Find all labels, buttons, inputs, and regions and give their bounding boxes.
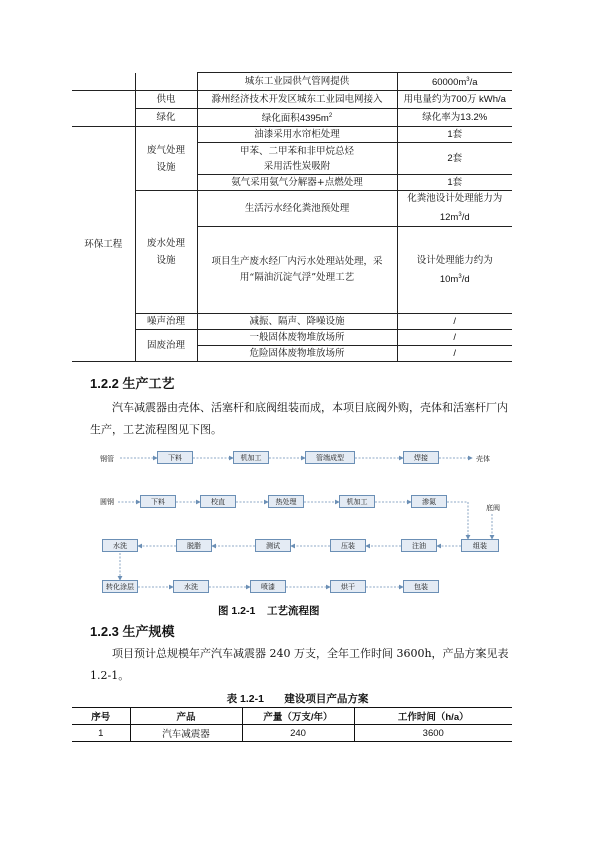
power-item: 供电 <box>135 91 197 109</box>
flow-step-machining-2: 机加工 <box>339 495 375 508</box>
col-header-work-time: 工作时间（h/a） <box>354 708 512 725</box>
flow-step-welding: 焊接 <box>403 451 439 464</box>
flow-step-water-wash: 水洗 <box>102 539 138 552</box>
gas-supply-desc: 城东工业园供气管网提供 <box>197 73 397 91</box>
power-desc: 滁州经济技术开发区城东工业园电网接入 <box>197 91 397 109</box>
product-table <box>72 707 512 742</box>
waste-water-amount-2: 设计处理能力约为 $10m^3/d$ <box>397 227 512 314</box>
waste-gas-desc-1: 油漆采用水帘柜处理 <box>197 127 397 143</box>
label-bottom-valve: 底阀 <box>486 504 500 512</box>
waste-water-desc-2: 项目生产废水经厂内污水处理站处理，采 用“隔油沉淀气浮”处理工艺 <box>197 227 397 314</box>
solid-item: 固废治理 <box>135 330 197 362</box>
section-heading-122: 1.2.2 生产工艺 <box>90 376 175 391</box>
flow-step-pipe-end-forming: 管端成型 <box>305 451 355 464</box>
solid-amount-1: / <box>397 330 512 346</box>
flow-step-straightening: 校直 <box>200 495 236 508</box>
label-round-steel: 圆钢 <box>100 498 114 506</box>
flow-step-machining: 机加工 <box>233 451 269 464</box>
greening-desc: 绿化面积$4395m^2$ <box>197 109 397 127</box>
flow-step-testing: 测试 <box>255 539 291 552</box>
flow-step-nitriding: 渗氮 <box>411 495 447 508</box>
label-steel-pipe: 钢管 <box>100 455 114 463</box>
flow-step-cutting-2: 下料 <box>140 495 176 508</box>
cell-product: 汽车减震器 <box>130 725 242 742</box>
solid-desc-1: 一般固体废物堆放场所 <box>197 330 397 346</box>
category-env-works: 环保工程 <box>72 127 135 362</box>
waste-gas-amount-2: 2套 <box>397 143 512 175</box>
greening-amount: 绿化率为13.2% <box>397 109 512 127</box>
flow-step-cutting: 下料 <box>157 451 193 464</box>
waste-gas-desc-2: 甲苯、二甲苯和非甲烷总烃 采用活性炭吸附 <box>197 143 397 175</box>
flow-step-degreasing: 脱脂 <box>176 539 212 552</box>
flow-step-oil-filling: 注油 <box>401 539 437 552</box>
waste-gas-amount-3: 1套 <box>397 175 512 191</box>
noise-desc: 减振、隔声、降噪设施 <box>197 314 397 330</box>
gas-supply-amount: $60000m^3/a$ <box>397 73 512 91</box>
waste-water-item: 废水处理 设施 <box>135 191 197 314</box>
label-shell: 壳体 <box>476 455 490 463</box>
cell-work-time: 3600 <box>354 725 512 742</box>
col-header-output: 产量（万支/年） <box>242 708 354 725</box>
solid-amount-2: / <box>397 346 512 362</box>
waste-water-amount-1: 化粪池设计处理能力为 $12m^3/d$ <box>397 191 512 227</box>
waste-gas-amount-1: 1套 <box>397 127 512 143</box>
flow-step-drying: 烘干 <box>330 580 366 593</box>
section-122-paragraph: 汽车减震器由壳体、活塞杆和底阀组装而成，本项目底阀外购，壳体和活塞杆厂内生产，工艺流程图见下图。 <box>90 401 508 436</box>
waste-water-desc-1: 生活污水经化粪池预处理 <box>197 191 397 227</box>
table-caption: 表 1.2-1 建设项目产品方案 <box>226 693 369 705</box>
flow-step-painting: 喷漆 <box>250 580 286 593</box>
flow-step-conversion-coating: 转化涂层 <box>102 580 138 593</box>
solid-desc-2: 危险固体废物堆放场所 <box>197 346 397 362</box>
noise-amount: / <box>397 314 512 330</box>
col-header-no: 序号 <box>72 708 130 725</box>
flow-step-assembly: 组装 <box>461 539 499 552</box>
col-header-product: 产品 <box>130 708 242 725</box>
cell-output: 240 <box>242 725 354 742</box>
section-123-paragraph: 项目预计总规模年产汽车减震器 240 万支，全年工作时间 3600h，产品方案见表 1.2-1。 <box>90 647 509 682</box>
figure-caption: 图 1.2-1 工艺流程图 <box>218 605 320 617</box>
flow-step-packing: 包装 <box>403 580 439 593</box>
waste-gas-desc-3: 氨气采用氨气分解器+点燃处理 <box>197 175 397 191</box>
section-heading-123: 1.2.3 生产规模 <box>90 624 175 639</box>
flow-step-heat-treatment: 热处理 <box>268 495 304 508</box>
noise-item: 噪声治理 <box>135 314 197 330</box>
cell-no: 1 <box>72 725 130 742</box>
waste-gas-item: 废气处理 设施 <box>135 127 197 191</box>
greening-item: 绿化 <box>135 109 197 127</box>
table-row <box>72 725 512 742</box>
flow-step-water-wash-2: 水洗 <box>173 580 209 593</box>
power-amount: 用电量约为700万 kWh/a <box>397 91 512 109</box>
flow-step-press-fit: 压装 <box>330 539 366 552</box>
